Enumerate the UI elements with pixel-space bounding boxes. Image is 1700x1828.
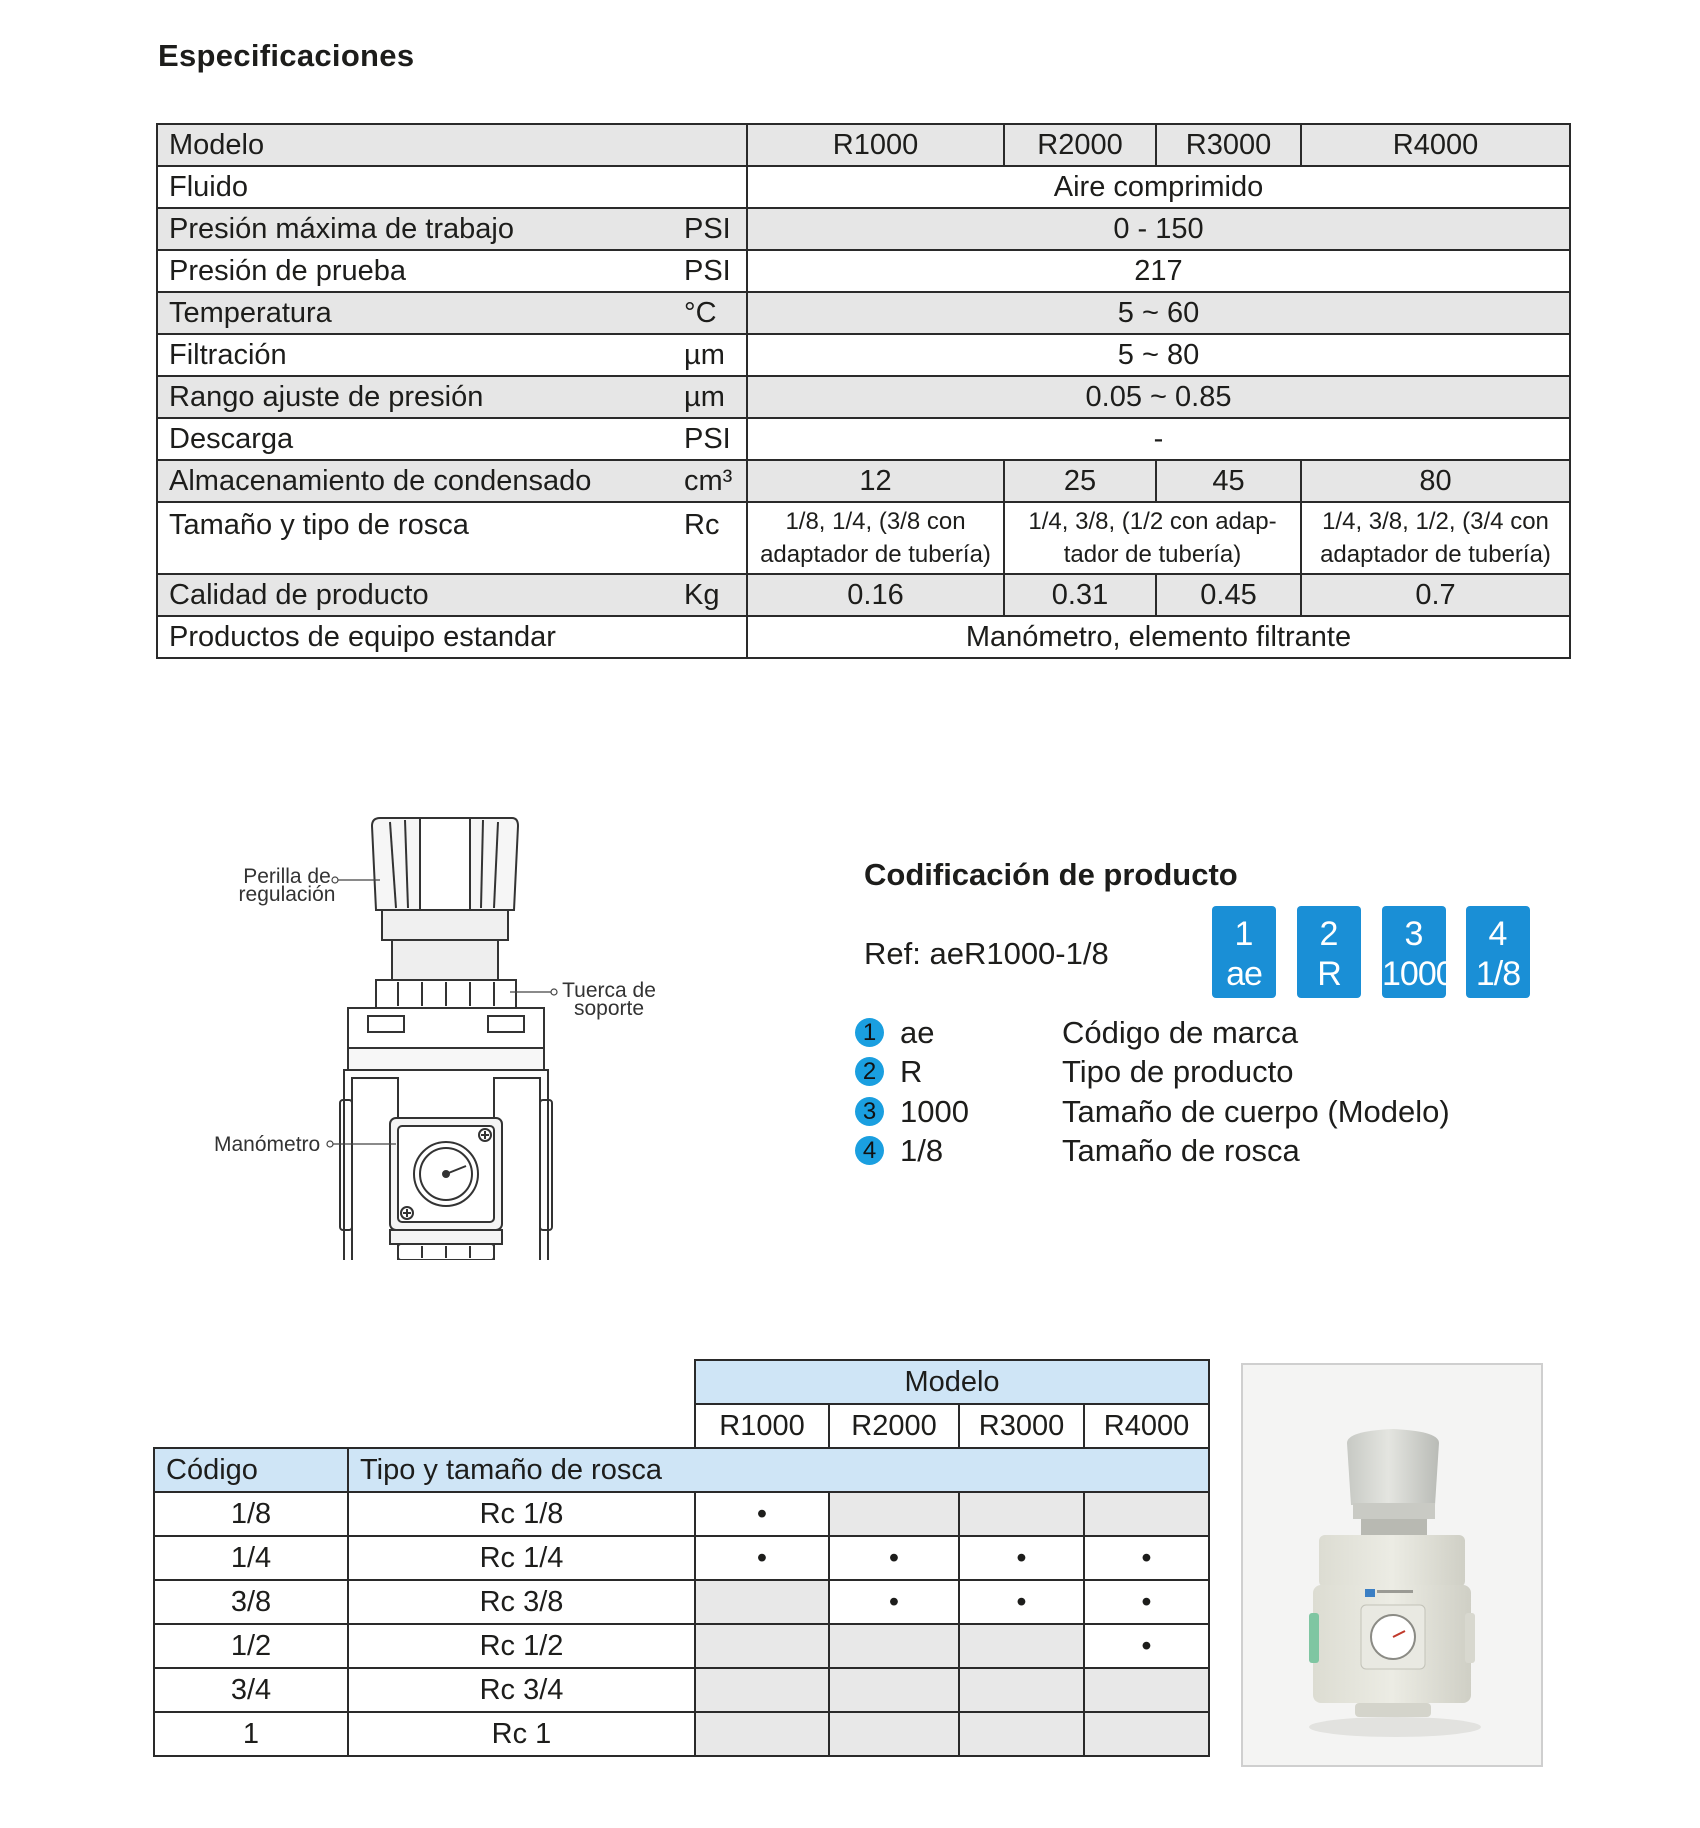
badge-number: 2 [1319,915,1339,953]
availability-empty-cell [1084,1712,1209,1756]
spec-row-filtration [157,334,1570,376]
spec-value: 0.05 ~ 0.85 [747,376,1570,418]
spec-value-line: 1/8, 1/4, (3/8 con [785,508,966,535]
availability-empty-cell [829,1668,959,1712]
coding-title: Codificación de producto [864,857,1238,892]
legend-code: ae [900,1015,935,1050]
availability-dot: • [1016,1585,1027,1618]
availability-empty-cell [959,1712,1084,1756]
spec-label: Presión de prueba [157,250,674,292]
spec-value [747,502,1004,574]
spec-unit: Kg [674,574,747,616]
spec-table [156,123,1571,659]
spec-value: 0.45 [1156,574,1301,616]
spec-value: 12 [747,460,1004,502]
spec-row-test-pressure [157,250,1570,292]
availability-empty-cell [695,1668,829,1712]
thread-type-cell: Rc 3/4 [348,1668,695,1712]
availability-empty-cell [829,1624,959,1668]
table-row [154,1668,1209,1712]
code-badge [1382,906,1454,998]
spec-unit: µm [674,334,747,376]
availability-dot: • [888,1541,900,1574]
code-badge [1466,906,1530,998]
callout-nut [558,979,660,1020]
table-row [154,1624,1209,1668]
callout-knob-line2: regulación [238,883,336,906]
spec-title: Especificaciones [158,38,415,73]
spec-value [1301,502,1570,574]
spec-label: Temperatura [157,292,674,334]
availability-dot: • [1016,1541,1027,1574]
spec-value: Aire comprimido [747,166,1570,208]
spec-row-weight [157,574,1570,616]
spec-label: Productos de equipo estandar [157,616,747,658]
badge-value: 1/8 [1475,955,1521,993]
spec-label: Descarga [157,418,674,460]
availability-mark-cell [695,1536,829,1580]
legend-description: Tamaño de cuerpo (Modelo) [1062,1094,1450,1129]
badge-value: 1000 [1382,955,1454,993]
table-spacer [348,1404,695,1448]
thread-type-cell: Rc 1/8 [348,1492,695,1536]
availability-mark-cell [695,1492,829,1536]
spec-unit: Rc [674,502,747,574]
product-photo [1241,1363,1543,1767]
thread-code-cell: 3/4 [154,1668,348,1712]
table-row [154,1492,1209,1536]
model-column-header: R1000 [695,1404,829,1448]
spec-unit: °C [674,292,747,334]
model-column-header: R4000 [1084,1404,1209,1448]
spec-value-line: tador de tubería) [1063,541,1242,568]
availability-mark-cell [829,1536,959,1580]
callout-knob [232,865,342,906]
spec-row-temperature [157,292,1570,334]
availability-mark-cell [1084,1580,1209,1624]
thread-type-cell: Rc 1/2 [348,1624,695,1668]
spec-label: Presión máxima de trabajo [157,208,674,250]
table-spacer [348,1360,695,1404]
spec-unit: PSI [674,208,747,250]
regulator-photo-illustration [1243,1365,1541,1765]
thread-code-cell: 1/8 [154,1492,348,1536]
thread-code-cell: 3/8 [154,1580,348,1624]
availability-mark-cell [959,1536,1084,1580]
badge-number: 4 [1488,915,1508,953]
availability-empty-cell [959,1668,1084,1712]
availability-empty-cell [829,1492,959,1536]
legend-description: Código de marca [1062,1015,1299,1050]
availability-dot: • [888,1585,900,1618]
spec-value: 45 [1156,460,1301,502]
availability-mark-cell [1084,1536,1209,1580]
model-column-header: R2000 [829,1404,959,1448]
availability-dot: • [756,1497,768,1530]
availability-empty-cell [695,1624,829,1668]
spec-value [1004,502,1301,574]
badge-value: R [1317,955,1341,993]
spec-model-header: R2000 [1004,124,1156,166]
spec-label: Fluido [157,166,747,208]
availability-mark-cell [959,1580,1084,1624]
legend-description: Tipo de producto [1062,1054,1294,1089]
table-row [154,1536,1209,1580]
badge-number: 3 [1404,915,1424,953]
availability-empty-cell [829,1712,959,1756]
code-column-header: Código [154,1448,348,1492]
callout-nut-line1: Tuerca de [562,979,656,1002]
spec-row-fluid [157,166,1570,208]
spec-value-line: 1/4, 3/8, 1/2, (3/4 con [1322,508,1549,535]
spec-value: - [747,418,1570,460]
spec-value-line: 1/4, 3/8, (1/2 con adap- [1028,508,1277,535]
legend-description: Tamaño de rosca [1062,1133,1300,1168]
spec-unit: cm³ [674,460,747,502]
availability-mark-cell [1084,1624,1209,1668]
spec-row-condensate [157,460,1570,502]
availability-dot: • [756,1541,768,1574]
thread-code-cell: 1 [154,1712,348,1756]
table-row [154,1712,1209,1756]
spec-label: Modelo [157,124,747,166]
spec-model-header: R3000 [1156,124,1301,166]
model-header: Modelo [695,1360,1209,1404]
badge-number: 1 [1234,915,1254,953]
model-column-header: R3000 [959,1404,1084,1448]
legend-number: 4 [855,1136,884,1165]
spec-value: 0.16 [747,574,1004,616]
availability-empty-cell [1084,1492,1209,1536]
spec-value: 80 [1301,460,1570,502]
thread-type-cell: Rc 1 [348,1712,695,1756]
availability-dot: • [1141,1541,1152,1574]
availability-empty-cell [1084,1668,1209,1712]
legend-code: 1/8 [900,1133,944,1168]
code-badge [1212,906,1276,998]
thread-type-cell: Rc 1/4 [348,1536,695,1580]
spec-unit: PSI [674,250,747,292]
thread-type-cell: Rc 3/8 [348,1580,695,1624]
availability-empty-cell [959,1624,1084,1668]
callout-knob-line1: Perilla de [243,865,331,888]
spec-value: 5 ~ 60 [747,292,1570,334]
legend-number: 1 [855,1018,884,1047]
spec-value: Manómetro, elemento filtrante [747,616,1570,658]
spec-row-standard [157,616,1570,658]
table-spacer [154,1404,348,1448]
legend-number: 2 [855,1057,884,1086]
legend-number: 3 [855,1097,884,1126]
availability-mark-cell [829,1580,959,1624]
spec-model-header: R4000 [1301,124,1570,166]
availability-empty-cell [695,1580,829,1624]
callout-nut-line2: soporte [573,997,645,1020]
spec-value: 217 [747,250,1570,292]
coding-ref: Ref: aeR1000-1/8 [864,936,1109,971]
availability-empty-cell [959,1492,1084,1536]
spec-label: Filtración [157,334,674,376]
spec-row-pressure-range [157,376,1570,418]
thread-code-cell: 1/2 [154,1624,348,1668]
spec-label: Rango ajuste de presión [157,376,674,418]
thread-table-body [154,1492,1209,1756]
spec-model-header: R1000 [747,124,1004,166]
availability-dot: • [1141,1585,1152,1618]
badge-value: ae [1226,955,1262,993]
callout-gauge: Manómetro [214,1133,321,1156]
spec-row-model [157,124,1570,166]
spec-unit: PSI [674,418,747,460]
availability-empty-cell [695,1712,829,1756]
table-row [154,1580,1209,1624]
type-column-header: Tipo y tamaño de rosca [348,1448,1209,1492]
spec-row-thread [157,502,1570,574]
spec-value: 25 [1004,460,1156,502]
spec-value: 0.31 [1004,574,1156,616]
code-badge [1297,906,1361,998]
spec-value: 0 - 150 [747,208,1570,250]
table-spacer [154,1360,348,1404]
spec-row-discharge [157,418,1570,460]
spec-row-max-pressure [157,208,1570,250]
legend-code: 1000 [900,1094,969,1129]
spec-value: 0.7 [1301,574,1570,616]
thread-code-cell: 1/4 [154,1536,348,1580]
spec-value: 5 ~ 80 [747,334,1570,376]
spec-value-line: adaptador de tubería) [1320,541,1551,568]
spec-value-line: adaptador de tubería) [760,541,991,568]
legend-code: R [900,1054,923,1089]
spec-label: Tamaño y tipo de rosca [157,502,674,574]
spec-unit: µm [674,376,747,418]
spec-label: Calidad de producto [157,574,674,616]
spec-label: Almacenamiento de condensado [157,460,674,502]
thread-table [153,1359,1210,1757]
availability-dot: • [1141,1629,1152,1662]
